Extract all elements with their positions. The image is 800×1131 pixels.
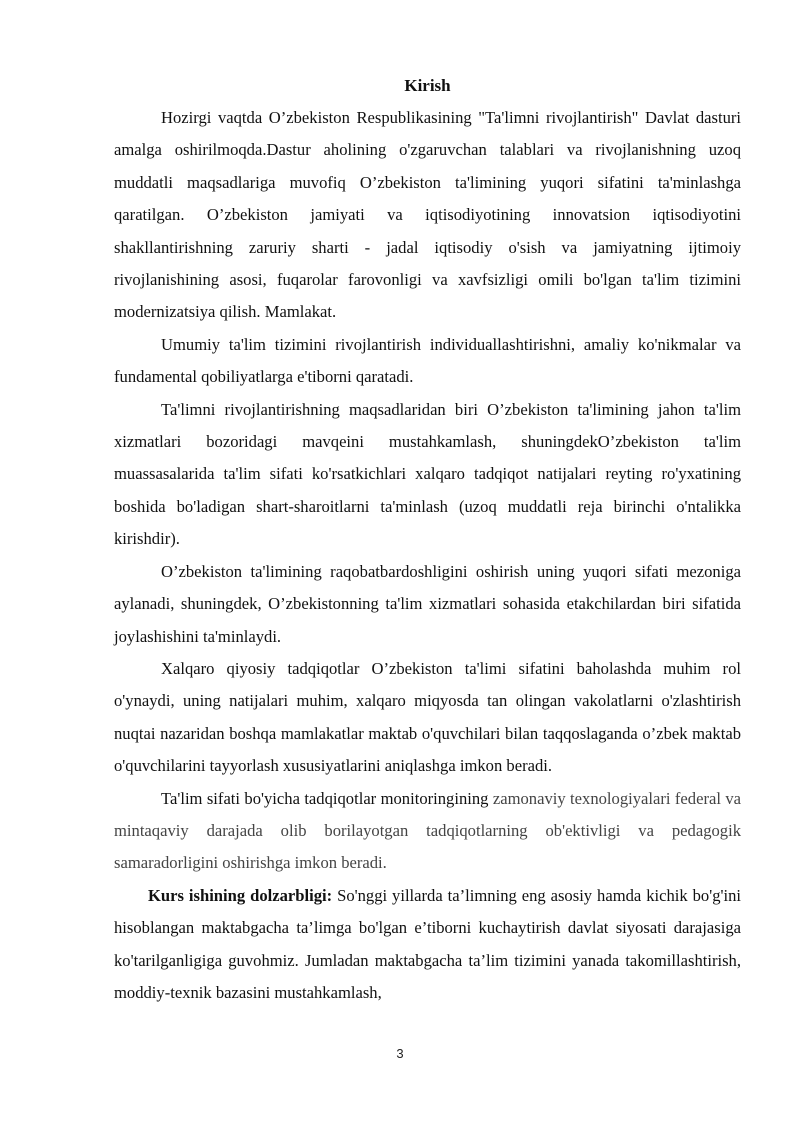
paragraph-development-goals: Ta'limni rivojlantirishning maqsadlaridan biri O’zbekiston ta'limining jahon ta'lim xizmatlari bozoridagi mavqeini mustahkamlash, shuningdekO’zbekiston ta'lim muassasalarida ta'lim sifati ko'rsatkichlari xalqaro tadqiqot natijalari reyting ro'yxatining boshida bo'ladigan shart-sharoitlarni ta'minlash (uzoq muddatli reja birinchi o'ntalikka kirishdir). — [114, 399, 741, 549]
urgency-label: Kurs ishining dolzarbligi: — [148, 885, 333, 905]
paragraph-competitiveness: O’zbekiston ta'limining raqobatbardoshligini oshirish uning yuqori sifati mezoniga aylanadi, shuningdek, O’zbekistonning ta'lim xizmatlari sohasida etakchilardan biri sifatida joylashishini ta'minlaydi. — [114, 561, 741, 646]
paragraph-monitoring — [114, 783, 741, 880]
paragraph-general-education: Umumiy ta'lim tizimini rivojlantirish individuallashtirishni, amaliy ko'nikmalar va fundamental qobiliyatlarga e'tiborni qaratadi. — [114, 334, 741, 387]
section-title: Kirish — [404, 76, 451, 95]
paragraph-international-studies: Xalqaro qiyosiy tadqiqotlar O’zbekiston ta'limi sifatini baholashda muhim rol o'ynaydi, uning natijalari muhim, xalqaro miqyosda tan olingan vakolatlarni o'zlashtirish nuqtai nazaridan boshqa mamlakatlar maktab o'quvchilari bilan taqqoslaganda o’zbek maktab o'quvchilarini tayyorlash xususiyatlarini aniqlashga imkon beradi. — [114, 658, 741, 776]
urgency-text: So'nggi yillarda ta’limning eng asosiy hamda kichik bo'g'ini hisoblangan maktabgacha ta’limga bo'lgan e’tiborni kuchaytirish davlat siyosati darajasiga ko'tarilganligiga guvohmiz. Jumladan maktabgacha ta’lim tizimini yanada takomillashtirish, moddiy-texnik bazasini mustahkamlash, — [114, 885, 741, 1002]
monitoring-rest: zamonaviy texnologiyalari federal va mintaqaviy darajada olib borilayotgan tadqiqotlarning ob'ektivligi va pedagogik samaradorligini oshirishga imkon beradi. — [114, 788, 741, 873]
page-number: 3 — [396, 1046, 404, 1061]
document-page — [114, 70, 741, 1009]
paragraph-intro: Hozirgi vaqtda O’zbekiston Respublikasining "Ta'limni rivojlantirish" Davlat dasturi amalga oshirilmoqda.Dastur aholining o'zgaruvchan talablari va rivojlanishning uzoq muddatli maqsadlariga muvofiq O’zbekiston ta'limining yuqori sifatini ta'minlashga qaratilgan. O’zbekiston jamiyati va iqtisodiyotining innovatsion iqtisodiyotini shakllantirishning zaruriy sharti - jadal iqtisodiy o'sish va jamiyatning ijtimoiy rivojlanishining asosi, fuqarolar farovonligi va xavfsizligi omili bo'lgan ta'lim tizimini modernizatsiya qilish. Mamlakat. — [114, 108, 741, 322]
monitoring-lead: Ta'lim sifati bo'yicha tadqiqotlar monitoringining — [161, 788, 489, 808]
paragraph-urgency — [114, 880, 741, 1010]
